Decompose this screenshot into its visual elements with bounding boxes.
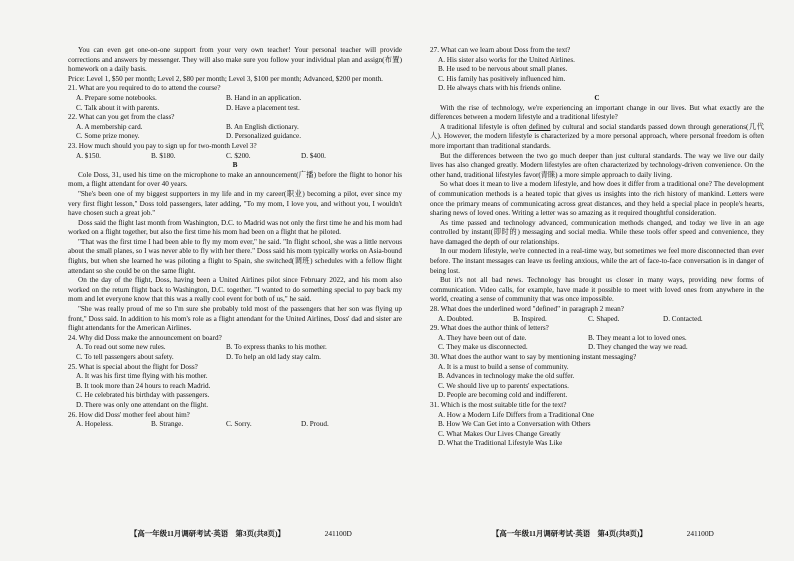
q29-option-d[interactable]: D. They changed the way we read. [588,343,688,352]
q24-option-d[interactable]: D. To help an old lady stay calm. [226,353,321,361]
q21-option-a[interactable]: A. Prepare some notebooks. [76,93,157,102]
q25-option-d[interactable]: D. There was only one attendant on the flight. [76,400,209,409]
question-24: 24. Why did Doss make the announcement on board? [68,333,222,342]
q21-option-c[interactable]: C. Talk about it with parents. [76,103,160,112]
right-page [430,46,764,449]
q21-options [76,94,402,113]
question-31: 31. Which is the most suitable title for the text? [430,400,567,409]
passage-c-paragraph: With the rise of technology, we're experiencing an important change in our lives. But what exactly are the differences between a modern lifestyle and a traditional lifestyle? [430,103,764,122]
q23-option-b[interactable]: B. $180. [151,151,176,160]
passage-b-paragraph: On the day of the flight, Doss, having been a United Airlines pilot since February 2022, and his mom also worked on the return flight back to Washington, D.C. together. "I wanted to do something special to pay back my mom and let everyone know that this was a really cool event for both of us," he said. [68,276,402,304]
q22-options [76,123,402,142]
q28-option-d[interactable]: D. Contacted. [663,314,703,323]
q24-option-c[interactable]: C. To tell passengers about safety. [76,353,174,361]
q30-option-b[interactable]: B. Advances in technology make the old suffer. [438,372,575,381]
intro-paragraph: You can even get one-on-one support from your very own teacher! Your personal teacher will provide corrections and answers by messenger. They will also make sure you follow your individual plan and assign(布置) homework on a daily basis. [68,46,402,74]
passage-c-paragraph: In our modern lifestyle, we're connected in a real-time way, but sometimes we feel more disconnected than ever before. The instant messages can leave us feeling anxious, while the art of face-to-face conversation is in danger of being lost. [430,247,764,275]
q30-option-d[interactable]: D. People are becoming cold and indifferent. [438,391,568,400]
q28-option-a[interactable]: A. Doubted. [438,314,474,323]
q27-option-d[interactable]: D. He always chats with his friends online. [438,84,562,93]
footer-code: 241100D [686,529,714,538]
left-page-footer [130,528,352,539]
footer-label: 【高一年级11月调研考试·英语 第3页(共8页)】 [130,529,285,538]
q24-options [76,343,402,362]
passage-c-paragraph: But it's not all bad news. Technology has brought us closer in many ways, providing new forms of communication. Video calls, for example, have made it possible to meet with loved ones from anywhere in the world, creating a sense of community that was once impossible. [430,276,764,304]
q31-option-b[interactable]: B. How We Can Get into a Conversation with Others [438,420,591,429]
q28-option-b[interactable]: B. Inspired. [513,314,547,323]
passage-b-paragraph: "She was really proud of me so I'm sure she probably told most of the passengers that her son was flying up front," Doss said. In addition to his mom's role as a flight attendant for the United Airlines, Doss' dad and sister are flight attendants for the American Airlines. [68,305,402,333]
underlined-word: defined [528,122,551,131]
question-21: 21. What are you required to do to attend the course? [68,84,221,93]
q26-option-b[interactable]: B. Strange. [151,420,184,429]
passage-c-paragraph: But the differences between the two go much deeper than just cultural standards. The way we live our daily lives has also changed greatly. Modern lifestyles are often characterized by technology-driven convenience. On the other hand, traditional lifestyles favor(青睐) a more simple approach to daily living. [430,151,764,179]
q23-option-c[interactable]: C. $200. [226,151,251,160]
q26-option-a[interactable]: A. Hopeless. [76,420,113,429]
question-28: 28. What does the underlined word "defined" in paragraph 2 mean? [430,305,624,314]
q27-option-a[interactable]: A. His sister also works for the United Airlines. [438,55,575,64]
q31-option-d[interactable]: D. What the Traditional Lifestyle Was Like [438,439,563,448]
q22-option-c[interactable]: C. Some prize money. [76,132,140,141]
question-25: 25. What is special about the flight for Doss? [68,362,198,371]
passage-b-paragraph: "That was the first time I had been able to fly my mom ever," he said. "In flight school, she was a little nervous about the small planes, so I was never able to fly with her there." Doss said his mom typically works on Asia-bound flights, but when she learned he was piloting a flight to Spain, she switched(调班) schedules with a fellow flight attendant so she could be on the same flight. [68,237,402,275]
q22-option-d[interactable]: D. Personalized guidance. [226,132,302,141]
q29-option-a[interactable]: A. They have been out of date. [438,333,527,342]
passage-b-paragraph: "She's been one of my biggest supporters in my life and in my career(职业) becoming a pilot, ever since my very first flight lesson," Doss told passengers, later adding, "To my mom, I love you, and without you, I wouldn't have chosen such a great job." [68,189,402,218]
q22-option-a[interactable]: A. A membership card. [76,122,143,131]
section-c-heading: C [594,93,600,102]
question-23: 23. How much should you pay to sign up for two-month Level 3? [68,141,257,150]
q23-option-a[interactable]: A. $150. [76,151,101,160]
question-27: 27. What can we learn about Doss from the text? [430,46,571,54]
section-b-heading: B [232,161,238,170]
q26-options [76,420,402,430]
price-line: Price: Level 1, $50 per month; Level 2, $80 per month; Level 3, $100 per month; Advanced, $200 per month. [68,74,383,83]
q30-option-a[interactable]: A. It is a must to build a sense of community. [438,362,569,371]
q28-options [438,315,764,325]
q24-option-b[interactable]: B. To express thanks to his mother. [226,343,327,352]
q29-option-c[interactable]: C. They make us disconnected. [438,343,528,352]
q26-option-d[interactable]: D. Proud. [301,420,329,429]
q30-option-c[interactable]: C. We should live up to parents' expectations. [438,381,569,390]
q27-option-b[interactable]: B. He used to be nervous about small planes. [438,65,568,74]
q21-option-b[interactable]: B. Hand in an application. [226,93,302,102]
q29-option-b[interactable]: B. They meant a lot to loved ones. [588,333,687,342]
q29-options [438,334,764,353]
footer-code: 241100D [324,529,352,538]
passage-b-paragraph: Doss said the flight last month from Washington, D.C. to Madrid was not only the first time he and his mom had worked on a flight together, but also the first time his mom had been on a flight that he piloted. [68,218,402,237]
footer-label: 【高一年级11月调研考试·英语 第4页(共8页)】 [492,529,647,538]
q21-option-d[interactable]: D. Have a placement test. [226,103,300,112]
question-30: 30. What does the author want to say by mentioning instant messaging? [430,353,637,361]
question-22: 22. What can you get from the class? [68,113,175,122]
q22-option-b[interactable]: B. An English dictionary. [226,122,299,131]
q25-option-c[interactable]: C. He celebrated his birthday with passengers. [76,391,210,400]
q27-option-c[interactable]: C. His family has positively influenced him. [438,74,566,83]
passage-c-paragraph: So what does it mean to live a modern lifestyle, and how does it differ from a traditional one? The development of communication methods is a heated topic that gives us insights into the rich history of mankind. Letters were once the primary means of communicating across great distances, and they held a special place in people's hearts, sharing news of loved ones. Writing a letter was so amazing as it required thoughtful consideration. [430,180,764,218]
q23-option-d[interactable]: D. $400. [301,151,326,160]
passage-c-paragraph: As time passed and technology advanced, communication methods changed, and today we live in an age controlled by instant(即时的) messaging and social media. While these tools offer speed and convenience, they have damaged the depth of our relationships. [430,218,764,246]
passage-b-paragraph: Cole Doss, 31, used his time on the microphone to make an announcement(广播) before the flight to honor his mom, a flight attendant for over 40 years. [68,170,402,189]
passage-c-paragraph-defined: A traditional lifestyle is often defined by cultural and social standards passed down through generations(几代人). However, the modern lifestyle is characterized by a more personal approach, where personal freedom is often more important than traditional standards. [430,122,764,150]
q24-option-a[interactable]: A. To read out some new rules. [76,343,166,352]
question-29: 29. What does the author think of letters? [430,324,549,333]
question-26: 26. How did Doss' mother feel about him? [68,410,190,419]
q31-option-c[interactable]: C. What Makes Our Lives Change Greatly [438,429,561,438]
q25-option-a[interactable]: A. It was his first time flying with his mother. [76,372,208,381]
q25-option-b[interactable]: B. It took more than 24 hours to reach Madrid. [76,381,211,390]
q31-option-a[interactable]: A. How a Modern Life Differs from a Traditional One [438,410,594,419]
left-page [68,46,402,430]
q28-option-c[interactable]: C. Shaped. [588,314,620,323]
q23-options [76,152,402,162]
q26-option-c[interactable]: C. Sorry. [226,420,252,429]
right-page-footer [492,528,714,539]
